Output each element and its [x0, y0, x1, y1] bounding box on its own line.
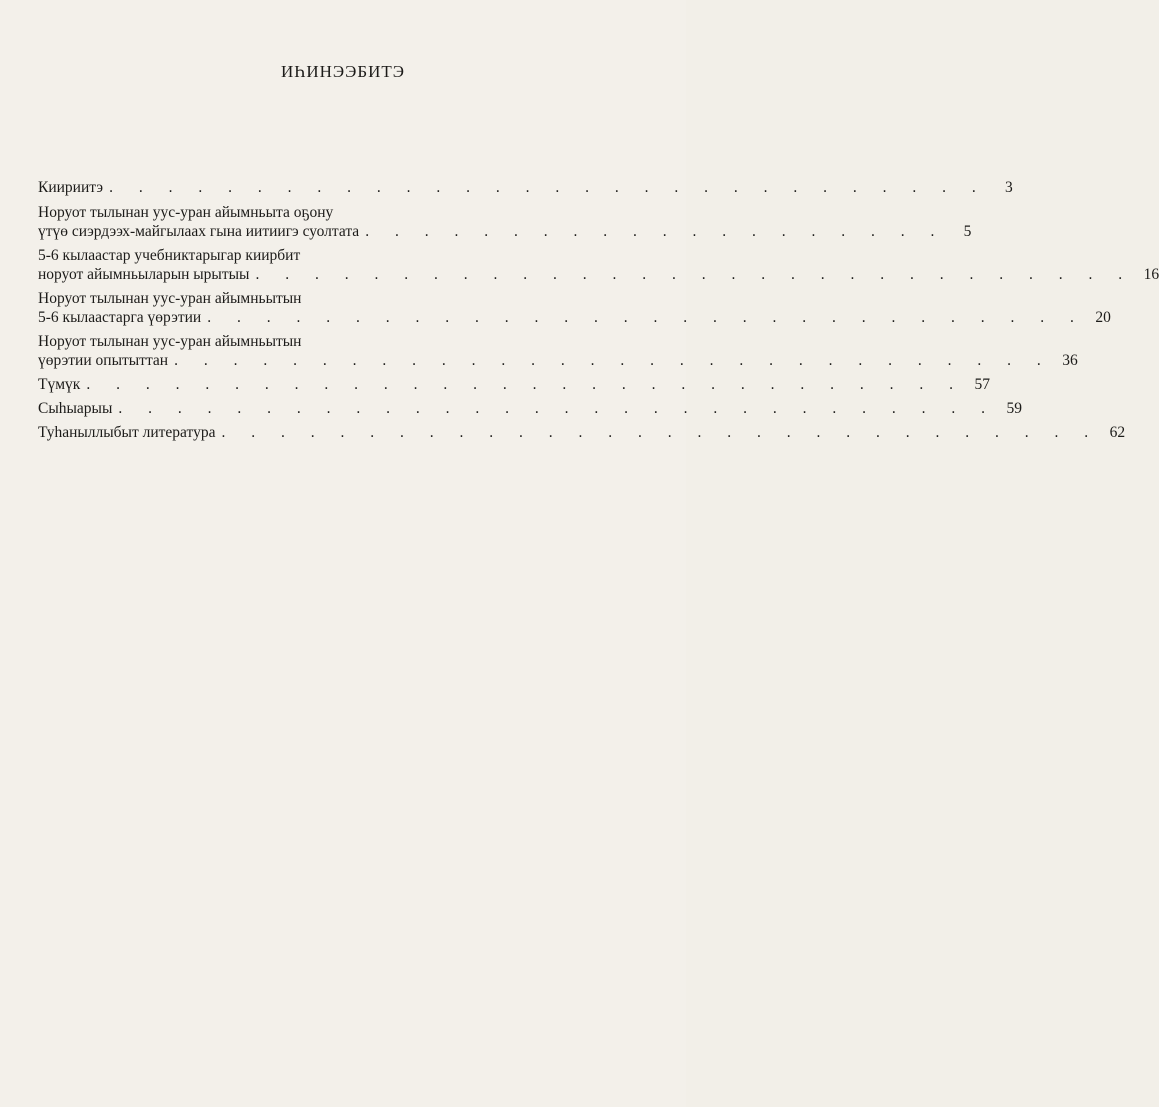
toc-entry-text: Туһаныллыбыт литература [38, 424, 216, 441]
toc-page-number: 5 [963, 223, 972, 240]
toc-entry-text: Түмүк [38, 376, 81, 393]
leader-dots: . . . . . . . . . . . . . . . . . . . . [365, 223, 946, 240]
toc-entry-text: үтүө сиэрдээх-майгылаах гына иитиигэ суолтата [38, 223, 360, 240]
toc-entry [38, 203, 972, 241]
leader-dots: . . . . . . . . . . . . . . . . . . . . . . . . . . . . . . [221, 424, 1100, 441]
leader-dots: . . . . . . . . . . . . . . . . . . . . . . . . . . . . . . [174, 352, 1052, 369]
toc-entry-text: Норуот тылынан уус-уран айымньытын [38, 290, 302, 307]
toc-entry [38, 246, 1159, 284]
leader-dots: . . . . . . . . . . . . . . . . . . . . . . . . . . . . . . [109, 179, 987, 196]
toc-page-number: 20 [1095, 309, 1111, 326]
table-of-contents [38, 178, 1159, 447]
toc-page-number: 36 [1062, 352, 1078, 369]
toc-page-number: 3 [1004, 179, 1013, 196]
toc-entry [38, 375, 990, 394]
leader-dots: . . . . . . . . . . . . . . . . . . . . . . . . . . . . . . [255, 266, 1134, 283]
toc-entry [38, 289, 1111, 327]
toc-entry-text: 5-6 кылаастарга үөрэтии [38, 309, 202, 326]
leader-dots: . . . . . . . . . . . . . . . . . . . . . . . . . . . . . . [207, 309, 1085, 326]
toc-entry-text: Сыһыарыы [38, 400, 113, 417]
toc-page-number: 59 [1006, 400, 1022, 417]
leader-dots: . . . . . . . . . . . . . . . . . . . . . . . . . . . . . . [86, 376, 964, 393]
toc-entry [38, 423, 1126, 442]
toc-page-number: 57 [974, 376, 990, 393]
toc-entry-text: Норуот тылынан уус-уран айымньытын [38, 333, 302, 350]
toc-entry-text: норуот айымньыларын ырытыы [38, 266, 250, 283]
toc-entry-text: Киириитэ [38, 179, 104, 196]
page-title: ИҺИНЭЭБИТЭ [281, 62, 405, 81]
toc-entry-text: үөрэтии опытыттан [38, 352, 169, 369]
toc-entry [38, 178, 1013, 197]
toc-entry [38, 399, 1022, 418]
toc-entry [38, 332, 1078, 370]
toc-page-number: 62 [1109, 424, 1126, 441]
leader-dots: . . . . . . . . . . . . . . . . . . . . . . . . . . . . . . [118, 400, 996, 417]
toc-entry-text: 5-6 кылаастар учебниктарыгар киирбит [38, 247, 301, 264]
toc-entry-text: Норуот тылынан уус-уран айымньыта оҕону [38, 204, 334, 221]
toc-page-number: 16 [1143, 266, 1159, 283]
